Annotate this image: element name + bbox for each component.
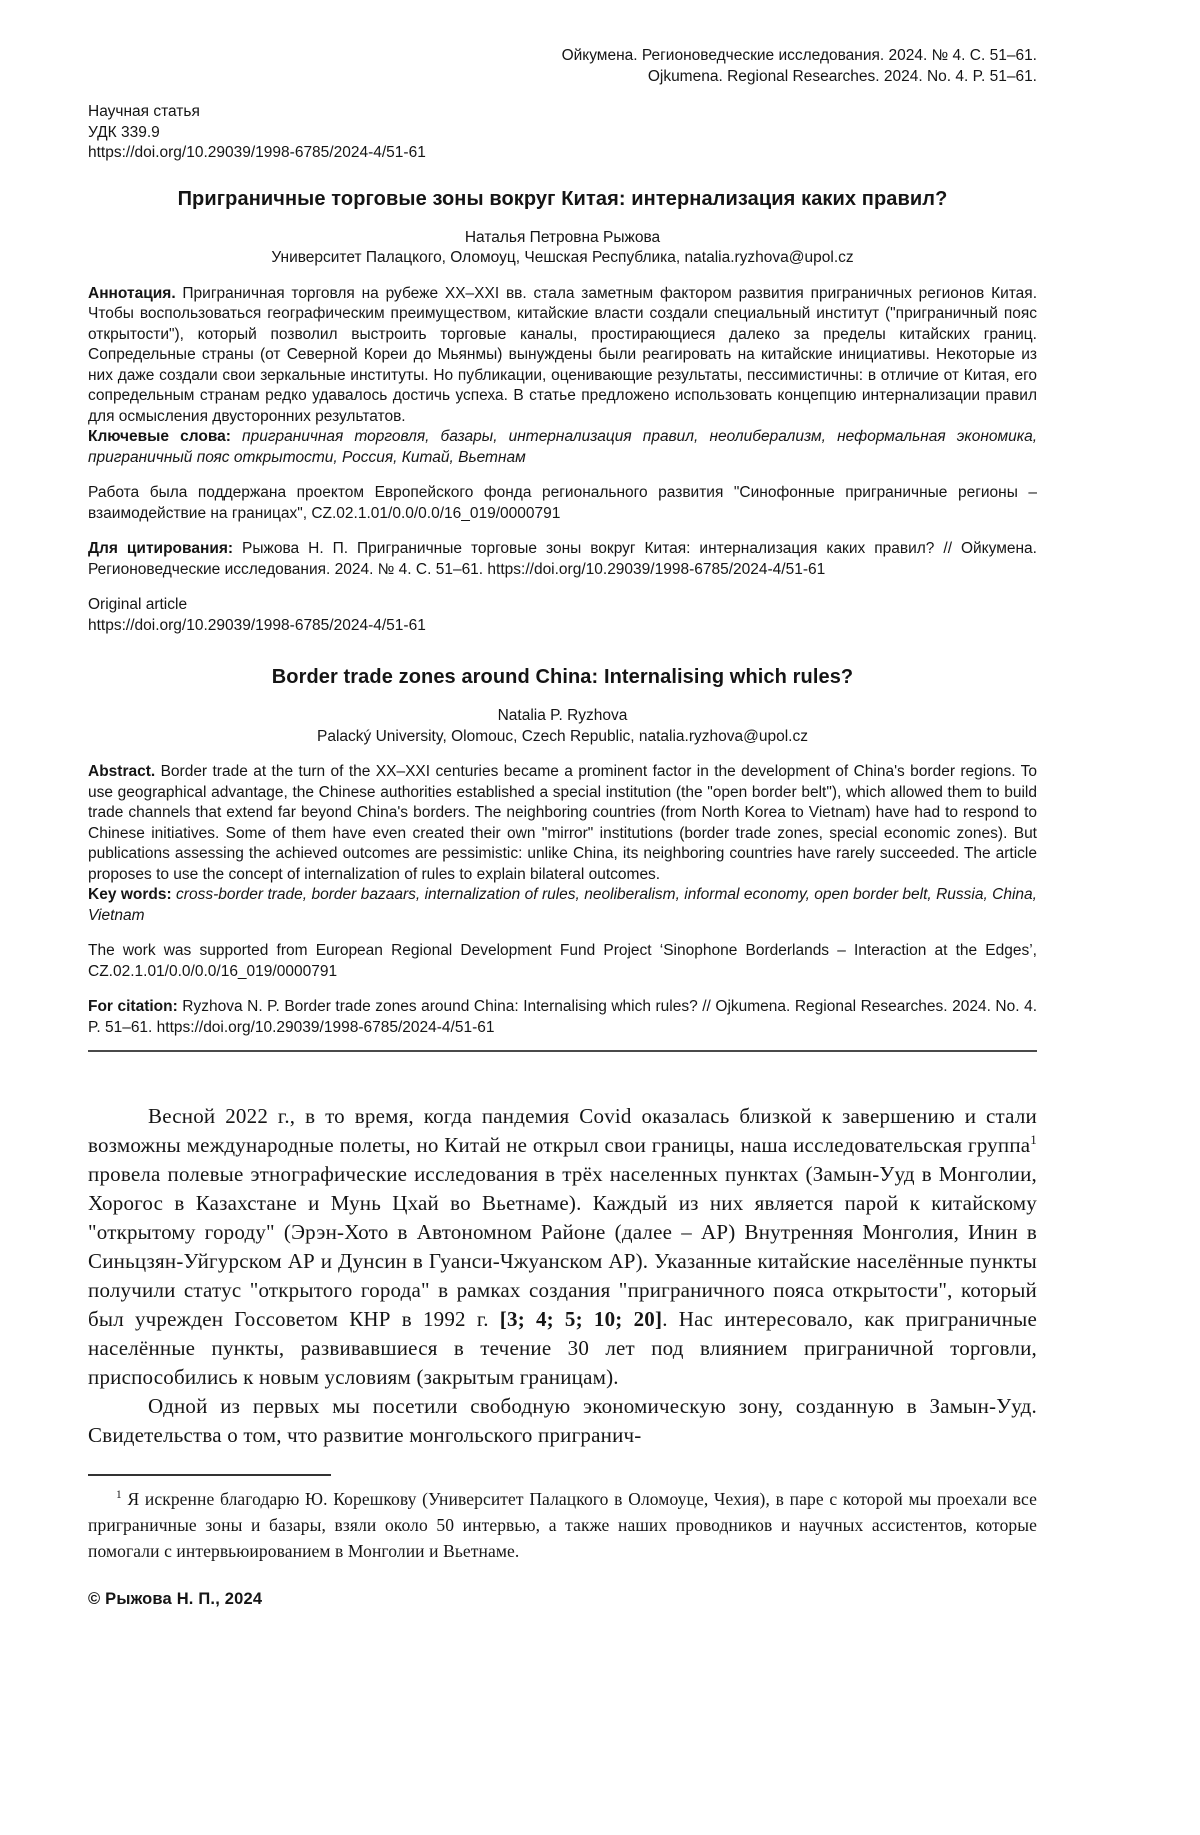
citation-label-en: For citation: [88, 998, 178, 1015]
article-meta-en [88, 595, 1037, 636]
citation-en [88, 997, 1037, 1038]
citation-ru [88, 539, 1037, 580]
author-en: Natalia P. Ryzhova [497, 707, 628, 724]
journal-reference [88, 46, 1037, 87]
author-block-ru [88, 228, 1037, 269]
doi-top: https://doi.org/10.29039/1998-6785/2024-4/51-61 [88, 144, 426, 161]
footnote-divider [88, 1474, 331, 1476]
abstract-ru [88, 284, 1037, 428]
doi-en: https://doi.org/10.29039/1998-6785/2024-4/51-61 [88, 616, 426, 634]
abstract-text-ru: Приграничная торговля на рубеже XX–XXI вв. стала заметным фактором развития приграничных регионов Китая. Чтобы воспользоваться географическим преимуществом, китайские власти создали специальный институт ("приграничный пояс открытости"), который позволил выстроить торговые каналы, простирающиеся далеко за пределы китайских границ. Сопредельные страны (от Северной Кореи до Мьянмы) вынуждены были реагировать на китайские инициативы. Некоторые из них даже создали свои зеркальные институты. Но публикации, оценивающие результаты, пессимистичны: в отличие от Китая, его сопредельным странам редко удавалось достичь успеха. В статье предложено использовать концепцию интернализации правил для осмысления двусторонних результатов. [88, 284, 1037, 425]
citation-text-en: Ryzhova N. P. Border trade zones around China: Internalising which rules? // Ojkumena. Regional Researches. 2024. No. 4. P. 51–61. https://doi.org/10.29039/1998-6785/2024-4/51-61 [88, 998, 1037, 1036]
body-p1-middle: провела полевые этнографические исследования в трёх населенных пунктах (Замын-Ууд в Монголии, Хорогос в Казахстане и Мунь Цхай во Вьетнаме). Каждый из них является парой к китайскому "открытому городу" (Эрэн-Хото в Автономном Районе (далее – АР) Внутренняя Монголия, Инин в Синьцзян-Уйгурском АР и Дунсин в Гуанси-Чжуанском АР). Указанные китайские населённые пункты получили статус "открытого города" в рамках создания "приграничного пояса открытости", который был учрежден Госсоветом КНР в 1992 г. [88, 1162, 1037, 1331]
body-p1-end: . Нас интересовало, как приграничные населённые пункты, развивавшиеся в течение 30 лет под влиянием приграничной торговли, приспособились к новым условиям (закрытым границам). [88, 1307, 1038, 1389]
keywords-ru [88, 427, 1037, 468]
body-paragraph-1 [88, 1102, 1037, 1392]
abstract-label-en: Abstract. [88, 763, 156, 780]
funding-en: The work was supported from European Regional Development Fund Project ‘Sinophone Borderlands – Interaction at the Edges’, CZ.02.1.01/0.0/0.0/16_019/0000791 [88, 942, 1037, 980]
abstract-block-ru [88, 284, 1037, 469]
footnote-text: Я искренне благодарю Ю. Корешкову (Университет Палацкого в Оломоуце, Чехия), в паре с которой мы проехали все приграничные зоны и базары, взяли около 50 интервью, а также наших проводников и научных ассистентов, которые помогали с интервьюированием в Монголии и Вьетнаме. [88, 1489, 1037, 1561]
abstract-label-ru: Аннотация. [88, 284, 176, 302]
abstract-en [88, 762, 1037, 885]
footnote-number: 1 [116, 1489, 122, 1502]
keywords-label-en: Key words: [88, 886, 172, 903]
journal-ref-en: Ojkumena. Regional Researches. 2024. No. 4. P. 51–61. [647, 67, 1037, 85]
citation-text-ru: Рыжова Н. П. Приграничные торговые зоны вокруг Китая: интернализация каких правил? // Ойкумена. Регионоведческие исследования. 2024. № 4. С. 51–61. https://doi.org/10.29039/1998-6785/2024-4/51-61 [88, 540, 1037, 578]
keywords-text-en: cross-border trade, border bazaars, internalization of rules, neoliberalism, informal economy, open border belt, Russia, China, Vietnam [88, 886, 1037, 924]
article-body [88, 1102, 1037, 1450]
footnote [88, 1486, 1037, 1564]
title-en: Border trade zones around China: Internalising which rules? [271, 666, 854, 688]
abstract-block-en [88, 762, 1037, 926]
affiliation-en: Palacký University, Olomouc, Czech Republic, natalia.ryzhova@upol.cz [317, 727, 808, 745]
keywords-text-ru: приграничная торговля, базары, интернализация правил, неолиберализм, неформальная экономика, приграничный пояс открытости, Россия, Китай, Вьетнам [88, 428, 1037, 466]
udc-code: УДК 339.9 [88, 123, 160, 141]
journal-ref-ru: Ойкумена. Регионоведческие исследования. 2024. № 4. С. 51–61. [561, 47, 1037, 64]
footnote-ref-marker: 1 [1030, 1132, 1037, 1147]
author-block-en [88, 706, 1037, 747]
article-type-ru: Научная статья [88, 103, 200, 120]
title-ru: Приграничные торговые зоны вокруг Китая: интернализация каких правил? [177, 187, 948, 210]
header-divider [88, 1050, 1037, 1052]
body-paragraph-2: Одной из первых мы посетили свободную экономическую зону, созданную в Замын-Ууд. Свидетельства о том, что развитие монгольского пригранич- [88, 1394, 1037, 1447]
body-p1-references: [3; 4; 5; 10; 20] [499, 1307, 663, 1331]
article-type-en: Original article [88, 596, 188, 613]
article-meta [88, 102, 1037, 164]
affiliation-ru: Университет Палацкого, Оломоуц, Чешская Республика, natalia.ryzhova@upol.cz [271, 249, 854, 266]
copyright-notice: © Рыжова Н. П., 2024 [88, 1590, 263, 1608]
body-p1-start: Весной 2022 г., в то время, когда пандемия Covid оказалась близкой к завершению и стали возможны международные полеты, но Китай не открыл свои границы, наша исследовательская группа [88, 1104, 1037, 1157]
abstract-text-en: Border trade at the turn of the XX–XXI centuries became a prominent factor in the development of China's border regions. To use geographical advantage, the Chinese authorities established a special institution (the "open border belt"), which allowed them to build trade channels that extend far beyond China's borders. The neighboring countries (from North Korea to Vietnam) have had to respond to Chinese initiatives. Some of them have even created their own "mirror" institutions (border trade zones, special economic zones). But publications assessing the achieved outcomes are pessimistic: unlike China, its neighboring countries have rarely succeeded. The article proposes to use the concept of internalization of rules to explain bilateral outcomes. [88, 763, 1037, 883]
funding-ru: Работа была поддержана проектом Европейского фонда регионального развития "Синофонные приграничные регионы – взаимодействие на границах", CZ.02.1.01/0.0/0.0/16_019/0000791 [88, 484, 1037, 522]
citation-label-ru: Для цитирования: [88, 540, 234, 557]
keywords-en [88, 885, 1037, 926]
keywords-label-ru: Ключевые слова: [88, 428, 231, 445]
author-ru: Наталья Петровна Рыжова [464, 228, 661, 246]
